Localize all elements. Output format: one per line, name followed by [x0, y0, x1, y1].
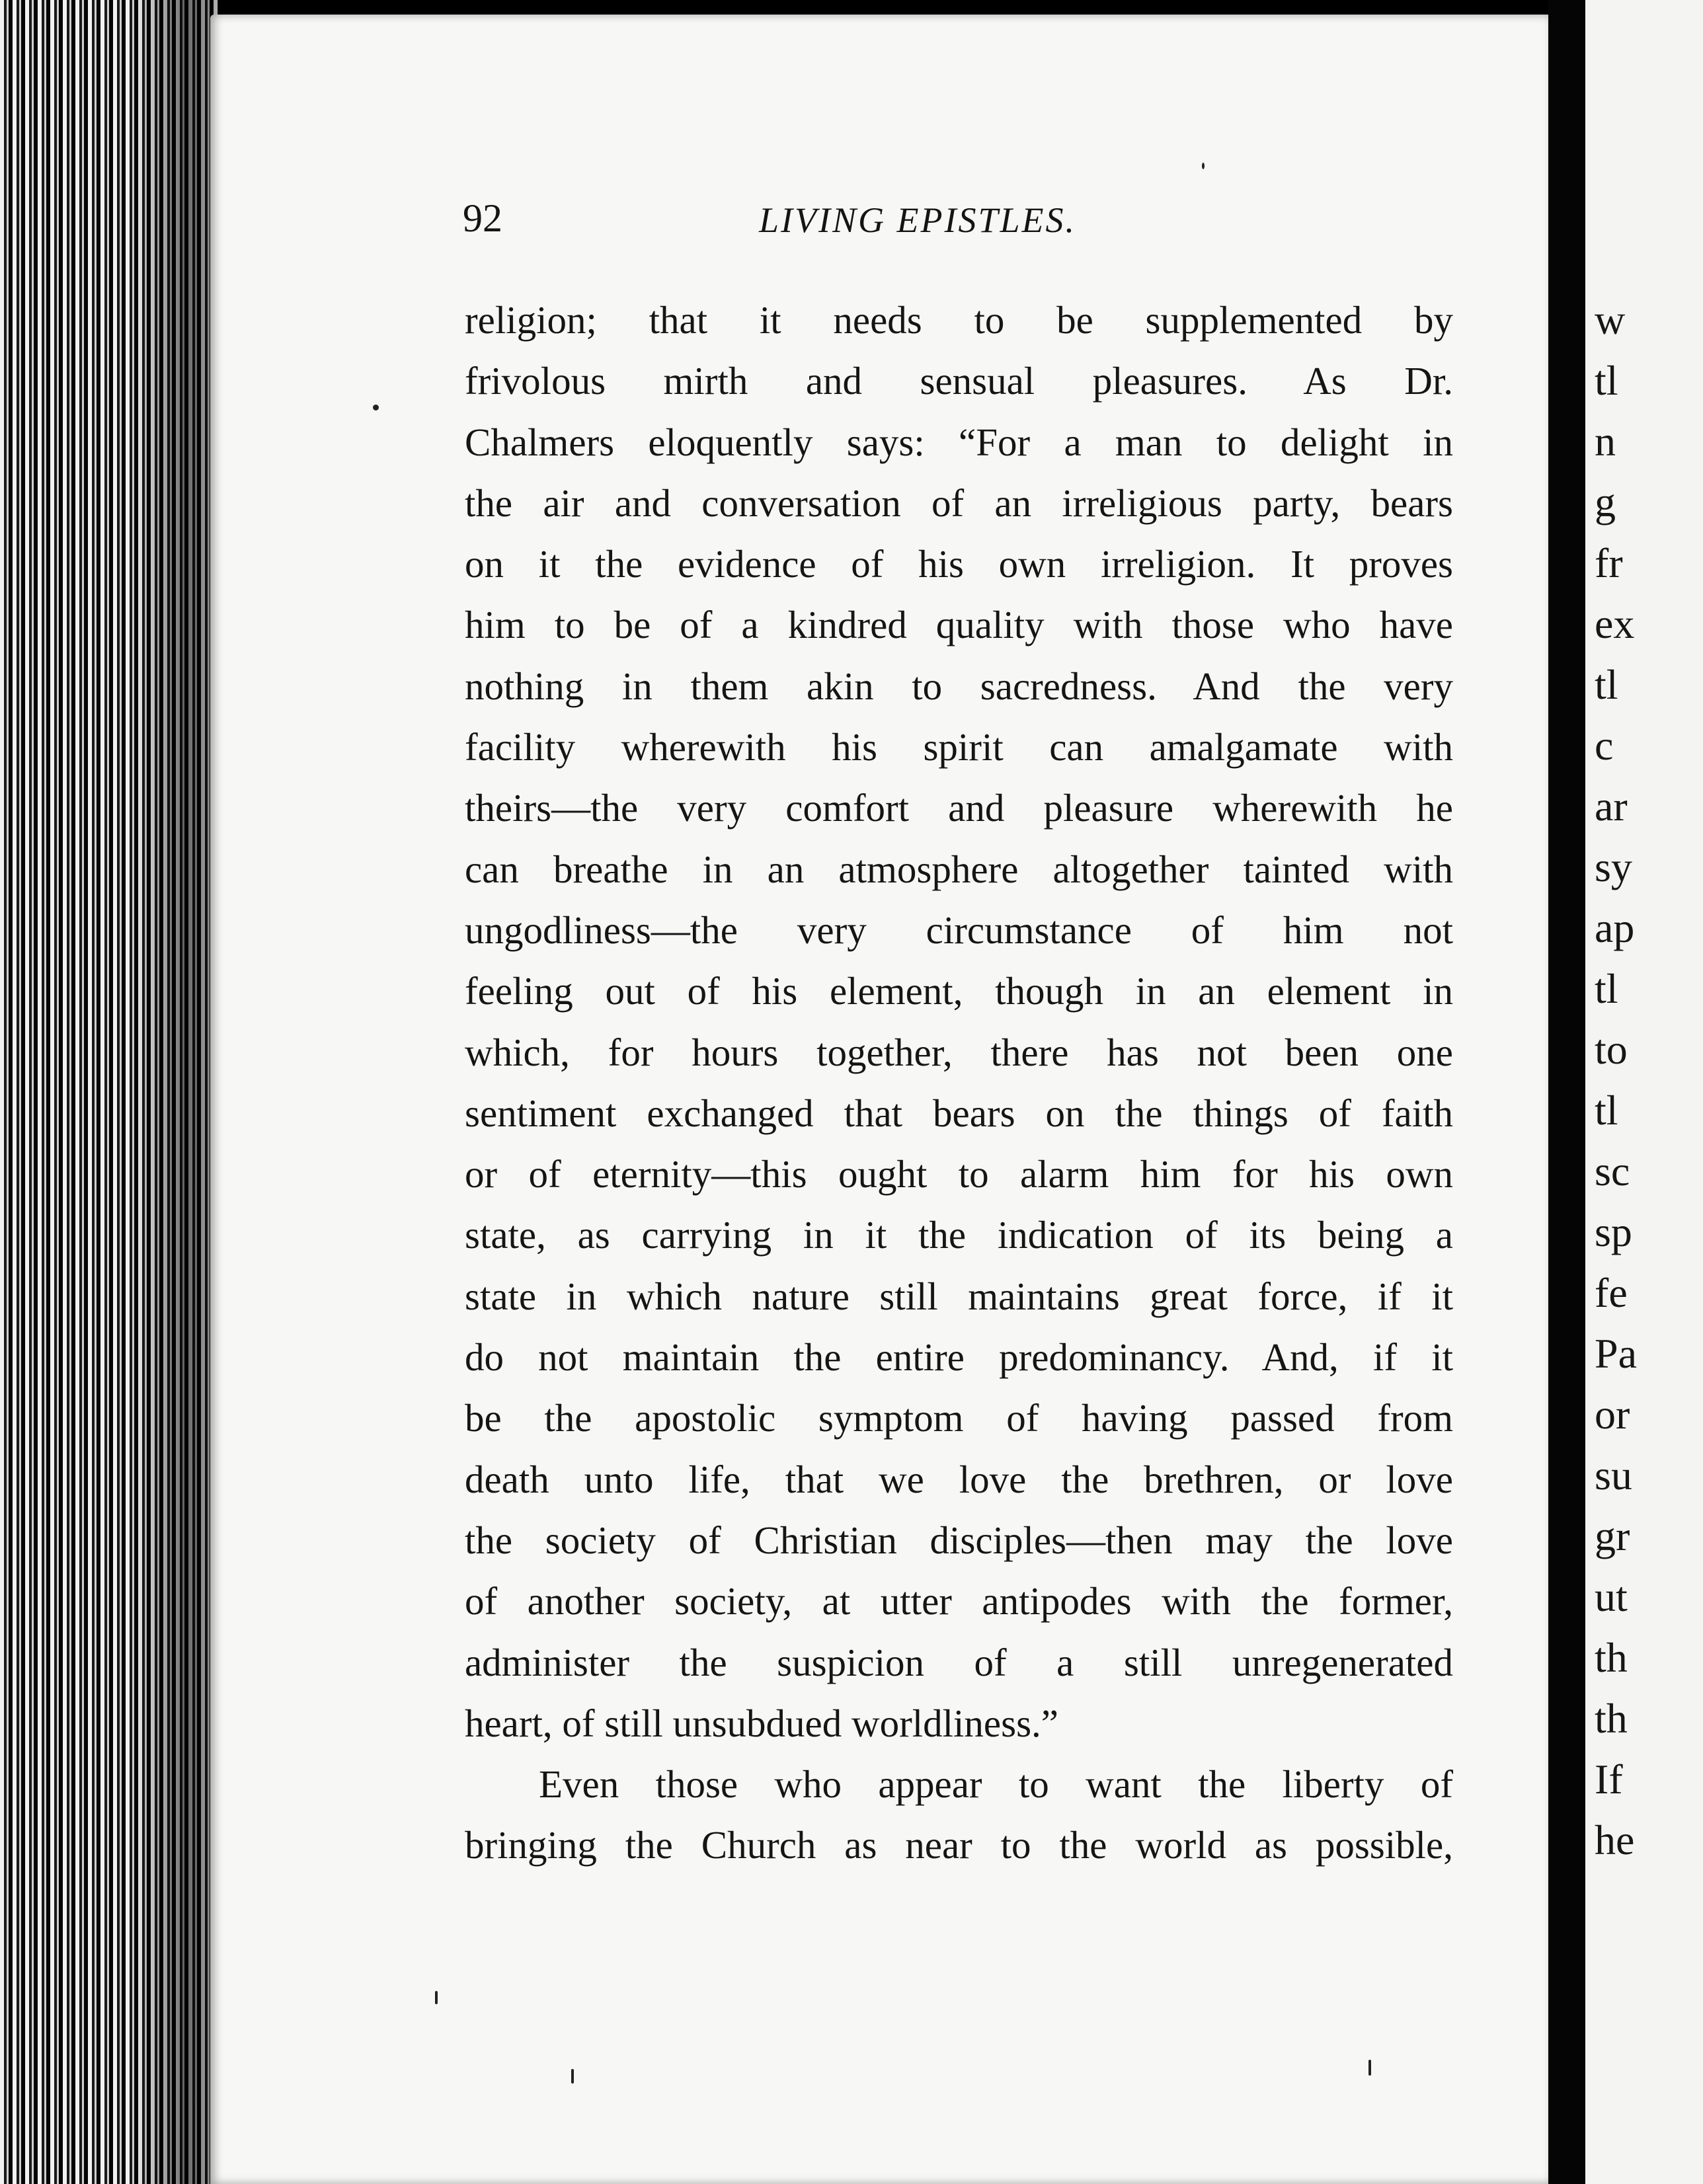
text-line: religion; that it needs to be supplemented by — [465, 298, 1453, 342]
facing-page-fragment: n — [1595, 418, 1616, 465]
text-line: the society of Christian disciples—then may the love — [465, 1518, 1453, 1562]
text-line: facility wherewith his spirit can amalgamate with — [465, 725, 1453, 769]
text-line: ungodliness—the very circumstance of him not — [465, 908, 1453, 952]
facing-page-fragment: fe — [1595, 1269, 1628, 1316]
facing-page-fragment: tl — [1595, 357, 1618, 404]
facing-page-fragment: w — [1595, 296, 1626, 343]
text-line: or of eternity—this ought to alarm him for his own — [465, 1152, 1453, 1196]
facing-page-fragment: ut — [1595, 1573, 1628, 1620]
scan-speck — [435, 1991, 438, 2004]
facing-page-fragment: tl — [1595, 1087, 1618, 1134]
text-line: heart, of still unsubdued worldliness.” — [465, 1701, 1058, 1745]
book-gutter — [1548, 0, 1585, 2184]
facing-page-fragment: fr — [1595, 539, 1623, 586]
text-line: do not maintain the entire predominancy. And, if it — [465, 1335, 1453, 1380]
text-line: theirs—the very comfort and pleasure wherewith he — [465, 786, 1453, 830]
facing-page-fragment: g — [1595, 479, 1616, 526]
text-line: of another society, at utter antipodes with the former, — [465, 1579, 1453, 1623]
text-line: bringing the Church as near to the world as possible, — [465, 1823, 1453, 1867]
scan-speck — [1368, 2060, 1371, 2076]
facing-page-fragment: sy — [1595, 843, 1632, 890]
facing-page-fragment: or — [1595, 1391, 1630, 1438]
facing-page-fragment: he — [1595, 1816, 1635, 1863]
facing-page-fragment: gr — [1595, 1512, 1630, 1559]
facing-page-fragment: su — [1595, 1452, 1632, 1499]
page-number: 92 — [463, 196, 502, 240]
facing-page-fragment: Pa — [1595, 1330, 1637, 1377]
text-line: be the apostolic symptom of having passed from — [465, 1396, 1453, 1440]
text-line: can breathe in an atmosphere altogether tainted with — [465, 847, 1453, 891]
facing-page-fragment: ap — [1595, 904, 1635, 951]
text-line: on it the evidence of his own irreligion. It proves — [465, 542, 1453, 586]
facing-page-fragment: sc — [1595, 1148, 1630, 1194]
scan-speck — [571, 2069, 574, 2084]
paragraph-start-line: Even those who appear to want the liberty of — [539, 1762, 1453, 1807]
text-line: frivolous mirth and sensual pleasures. As Dr. — [465, 359, 1453, 403]
text-line: him to be of a kindred quality with those who have — [465, 603, 1453, 647]
facing-page-fragment: ar — [1595, 783, 1628, 830]
text-line: death unto life, that we love the brethren, or love — [465, 1457, 1453, 1501]
scan-speck — [1202, 163, 1205, 169]
text-line: state in which nature still maintains great force, if it — [465, 1274, 1453, 1318]
text-line: which, for hours together, there has not been one — [465, 1030, 1453, 1074]
text-line: administer the suspicion of a still unregenerated — [465, 1640, 1453, 1684]
facing-page-fragment: tl — [1595, 661, 1618, 708]
text-line: feeling out of his element, though in an element in — [465, 969, 1453, 1013]
text-line: Chalmers eloquently says: “For a man to delight in — [465, 420, 1453, 464]
facing-page-fragment: th — [1595, 1634, 1628, 1681]
body-text — [465, 293, 1453, 1880]
facing-page-fragment: c — [1595, 722, 1614, 769]
text-line: sentiment exchanged that bears on the things of faith — [465, 1091, 1453, 1135]
text-line: nothing in them akin to sacredness. And the very — [465, 664, 1453, 708]
facing-page-fragment: to — [1595, 1026, 1628, 1073]
facing-page-fragment: ex — [1595, 600, 1635, 647]
scan-speck — [373, 405, 379, 410]
facing-page-fragment: th — [1595, 1695, 1628, 1742]
facing-page — [1585, 0, 1703, 2184]
facing-page-fragment: sp — [1595, 1208, 1632, 1255]
facing-page-fragment: If — [1595, 1756, 1623, 1803]
text-line: state, as carrying in it the indication of its being a — [465, 1213, 1453, 1257]
facing-page-fragment: tl — [1595, 965, 1618, 1012]
running-title: LIVING EPISTLES. — [759, 200, 1076, 240]
text-line: the air and conversation of an irreligious party, bears — [465, 481, 1453, 525]
